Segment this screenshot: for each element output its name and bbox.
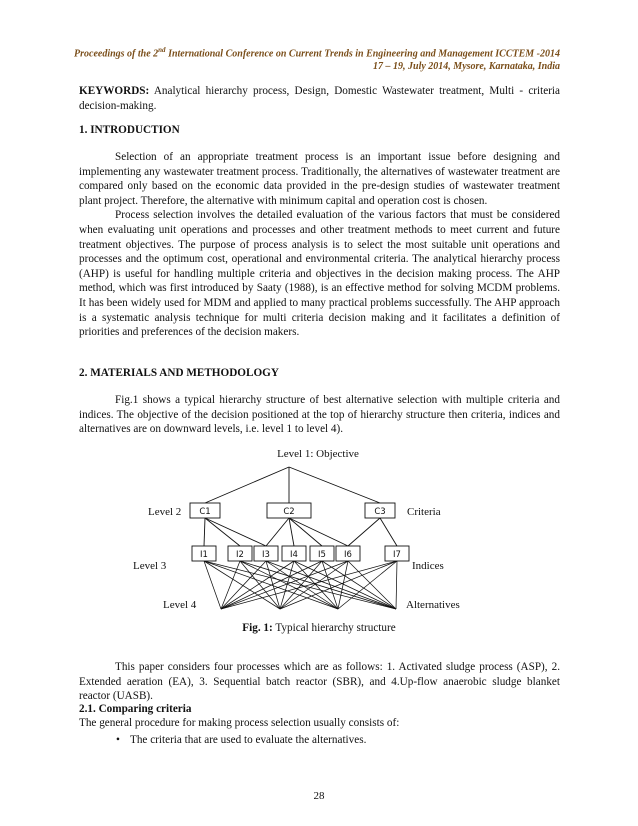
criteria-label: Criteria: [407, 506, 441, 518]
index-i6-label: I6: [344, 550, 352, 560]
level-3-label: Level 3: [133, 560, 167, 572]
proceedings-header: [60, 44, 560, 73]
introduction-body: [79, 150, 560, 340]
index-i1-label: I1: [200, 550, 208, 560]
section-heading-methodology: 2. MATERIALS AND METHODOLOGY: [79, 367, 279, 379]
alternatives-label: Alternatives: [406, 599, 460, 611]
header-line-1: Proceedings of the 2nd International Conference on Current Trends in Engineering and Management ICCTEM -2014: [74, 46, 560, 60]
criterion-c2-label: C2: [283, 507, 295, 517]
list-item: • The criteria that are used to evaluate the alternatives.: [116, 734, 367, 746]
criteria-boxes: [190, 503, 395, 518]
index-i2-label: I2: [236, 550, 244, 560]
objective-connectors: [205, 467, 380, 503]
comparing-intro: The general procedure for making process selection usually consists of:: [79, 717, 400, 729]
index-i5-label: I5: [318, 550, 326, 560]
intro-paragraph-1: Selection of an appropriate treatment process is an important issue before designing and implementing any wastewater treatment process. Traditionally, the alternatives of wastewater treatment are compared only based on the economic data provided in the pre-design studies of wastewater treatment plant project. Therefore, the alternative with minimum capital and operation cost is chosen.: [79, 151, 560, 207]
indices-alternatives-mesh: [204, 561, 397, 609]
keywords-label: KEYWORDS:: [79, 85, 150, 97]
intro-paragraph-2: Process selection involves the detailed evaluation of the various factors that must be considered when evaluating unit operations and processes and other treatment methods to meet current and future treatment objectives. The purpose of process analysis is to select the most suitable unit operations and processes and the optimum cost, operational and environmental criteria. The analytical hierarchy process (AHP) is useful for handling multiple criteria and objectives in the decision making process. The AHP method, which was first introduced by Saaty (1988), is an effective method for solving MCDM problems. It has been widely used for MDM and applied to many practical problems successfully. The AHP approach is a systematic analysis technique for multi criteria decision making and it facilitates a definition of priorities and preferences of the decision makers.: [79, 209, 560, 339]
criterion-c3-label: C3: [374, 507, 386, 517]
figure-caption-label: Fig. 1:: [242, 622, 273, 634]
level-4-label: Level 4: [163, 599, 197, 611]
indices-label: Indices: [412, 560, 444, 572]
keywords-paragraph: KEYWORDS: Analytical hierarchy process, Design, Domestic Wastewater treatment, Multi - criteria decision-making.: [79, 85, 560, 112]
index-i3-label: I3: [262, 550, 270, 560]
methodology-body: [79, 393, 560, 437]
level-2-label: Level 2: [148, 506, 182, 518]
methodology-paragraph: Fig.1 shows a typical hierarchy structure of best alternative selection with multiple criteria and indices. The objective of the decision positioned at the top of hierarchy structure then criteria, indices and alternatives are on downward levels, i.e. level 1 to level 4).: [79, 394, 560, 436]
index-i7-label: I7: [393, 550, 401, 560]
header-line-2: 17 – 19, July 2014, Mysore, Karnataka, India: [373, 61, 560, 73]
criteria-connectors: [204, 518, 397, 546]
level-1-objective-label: Level 1: Objective: [277, 448, 359, 460]
bullet-icon: •: [116, 734, 120, 746]
hierarchy-diagram: [120, 446, 480, 620]
page-number: 28: [313, 790, 325, 802]
criterion-c1-label: C1: [199, 507, 211, 517]
index-i4-label: I4: [290, 550, 298, 560]
section-heading-introduction: 1. INTRODUCTION: [79, 124, 180, 136]
index-boxes: [192, 546, 409, 561]
processes-paragraph: This paper considers four processes which are as follows: 1. Activated sludge process (ASP), 2. Extended aeration (EA), 3. Sequential batch reactor (SBR), and 4.Up-flow anaerobic sludge blanket reactor (UASB).: [79, 661, 560, 703]
subsection-heading-comparing-criteria: 2.1. Comparing criteria: [79, 703, 192, 715]
figure-caption: Fig. 1: Typical hierarchy structure: [242, 622, 396, 634]
